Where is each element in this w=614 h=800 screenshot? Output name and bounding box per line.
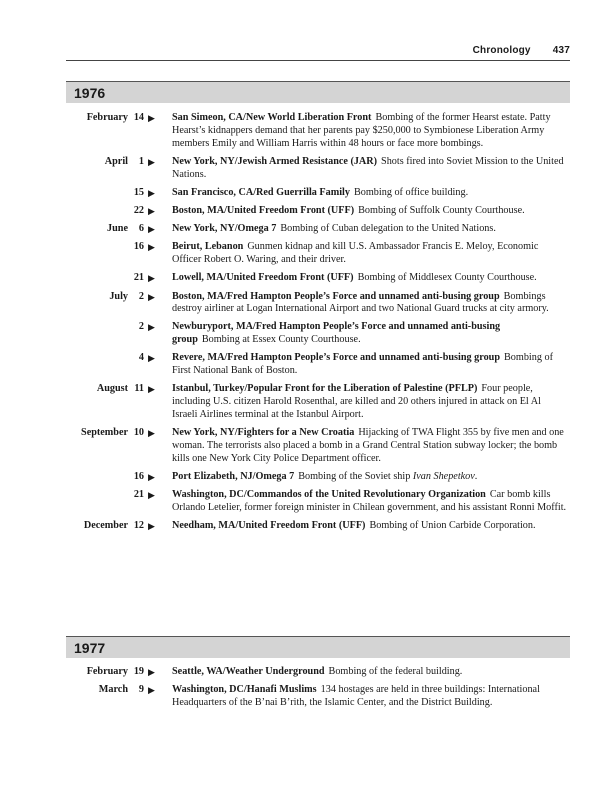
entry-description: Bombing of Cuban delegation to the United Nations.	[280, 223, 496, 235]
entry-day: 14	[133, 112, 144, 123]
entry-location: Needham, MA/United Freedom Front (UFF)	[172, 520, 366, 532]
entry-description: Shots fired into Soviet Mission to the United Nations.	[172, 155, 564, 180]
entry-location: New York, NY/Fighters for a New Croatia	[172, 427, 355, 439]
entry-body	[172, 187, 568, 200]
entry-month: July	[109, 290, 128, 302]
entry-day: 16	[133, 471, 144, 483]
entry-day: 9	[138, 684, 144, 696]
arrow-right-icon: ▶	[148, 685, 155, 696]
entry-date	[105, 156, 144, 169]
arrow-right-icon: ▶	[148, 667, 155, 677]
entry-day: 4	[138, 352, 144, 364]
running-header	[473, 45, 570, 56]
chronology-entry	[0, 223, 614, 236]
entry-body	[172, 241, 568, 267]
chronology-entry	[0, 156, 614, 182]
chronology-entry	[0, 471, 614, 484]
chronology-entry	[0, 520, 614, 533]
arrow-right-icon: ▶	[148, 490, 155, 501]
entry-description: Gunmen kidnap and kill U.S. Ambassador Francis E. Meloy, Economic Officer Robert O. Waring, and their driver.	[172, 241, 539, 266]
entry-location: New York, NY/Omega 7	[172, 223, 277, 235]
entry-date	[99, 684, 144, 697]
arrow-right-icon: ▶	[148, 273, 155, 284]
entry-description: Bombing of First National Bank of Boston.	[172, 352, 553, 377]
entry-description: Bombing of Union Carbide Corporation.	[369, 520, 536, 532]
arrow-right-icon: ▶	[148, 113, 155, 123]
entry-month: February	[86, 112, 128, 123]
entry-date	[109, 291, 144, 304]
entry-description: Bombing of the federal building.	[328, 666, 463, 677]
year-heading-1977: 1977	[66, 636, 570, 658]
entry-body	[172, 427, 568, 465]
entry-body	[172, 321, 568, 347]
entry-date	[128, 489, 144, 502]
entry-date	[87, 112, 144, 125]
arrow-right-icon: ▶	[148, 472, 155, 483]
entry-location: Port Elizabeth, NJ/Omega 7	[172, 471, 295, 483]
entry-date	[128, 321, 144, 334]
entry-body	[172, 352, 568, 378]
entry-month: August	[96, 383, 128, 395]
chronology-entry	[0, 684, 614, 710]
entry-date	[128, 272, 144, 285]
chronology-entry	[0, 383, 614, 421]
entry-day: 21	[133, 489, 144, 501]
entry-body	[172, 112, 568, 150]
entry-location: Newburyport, MA/Fred Hampton People’s Force and unnamed anti-busing group	[172, 321, 501, 346]
entry-day: 6	[138, 223, 144, 235]
arrow-right-icon: ▶	[148, 384, 155, 395]
arrow-right-icon: ▶	[148, 521, 155, 532]
arrow-right-icon: ▶	[148, 242, 155, 253]
arrow-right-icon: ▶	[148, 205, 155, 216]
entry-day: 19	[133, 666, 144, 677]
entry-day: 11	[134, 383, 144, 395]
chronology-list-1976	[0, 112, 614, 538]
entry-description: Bombing at Essex County Courthouse.	[201, 334, 361, 346]
entry-location: San Simeon, CA/New World Liberation Front	[172, 112, 372, 123]
entry-date	[87, 666, 144, 679]
entry-location: Istanbul, Turkey/Popular Front for the Liberation of Palestine (PFLP)	[172, 383, 478, 395]
entry-location: Seattle, WA/Weather Underground	[172, 666, 325, 677]
arrow-right-icon: ▶	[148, 428, 155, 439]
entry-description: Bombing of the Soviet ship	[298, 471, 411, 483]
chronology-entry	[0, 352, 614, 378]
header-rule	[66, 60, 570, 61]
entry-description: Hijacking of TWA Flight 355 by five men and one woman. The terrorists also placed a bomb in a Grand Central Station subway locker; the bomb kills one New York City Police Department officer.	[172, 427, 564, 464]
entry-body	[172, 471, 568, 484]
entry-date	[128, 187, 144, 200]
entry-location: Beirut, Lebanon	[172, 241, 244, 253]
chronology-entry	[0, 272, 614, 285]
entry-date	[128, 205, 144, 218]
chronology-list-1977	[0, 666, 614, 715]
entry-location: Revere, MA/Fred Hampton People’s Force and unnamed anti-busing group	[172, 352, 500, 364]
arrow-right-icon: ▶	[148, 187, 155, 198]
chronology-entry	[0, 666, 614, 679]
entry-date	[107, 223, 144, 236]
entry-description: Bombing of Middlesex County Courthouse.	[357, 272, 537, 284]
entry-day: 21	[133, 272, 144, 284]
chronology-entry	[0, 241, 614, 267]
entry-body	[172, 684, 568, 710]
entry-month: December	[83, 520, 128, 532]
chronology-entry	[0, 291, 614, 317]
entry-description: Bombing of Suffolk County Courthouse.	[358, 204, 525, 216]
entry-location: Boston, MA/Fred Hampton People’s Force and unnamed anti-busing group	[172, 290, 500, 302]
chronology-entry	[0, 187, 614, 200]
entry-location: Washington, DC/Hanafi Muslims	[172, 684, 317, 696]
page-number: 437	[552, 45, 570, 56]
entry-description: 134 hostages are held in three buildings: International Headquarters of the B’nai B’rith, the Islamic Center, and the District Building.	[172, 684, 540, 708]
entry-date	[128, 471, 144, 484]
entry-month: March	[98, 684, 128, 696]
entry-day: 16	[133, 241, 144, 253]
entry-day: 2	[138, 321, 144, 333]
entry-body	[172, 383, 568, 421]
entry-body	[172, 489, 568, 515]
entry-month: April	[104, 155, 128, 167]
arrow-right-icon: ▶	[148, 224, 155, 235]
arrow-right-icon: ▶	[148, 291, 155, 302]
arrow-right-icon: ▶	[148, 353, 155, 364]
entry-description: Bombings destroy airliner at Logan International Airport and two National Guard trucks at city armory.	[172, 290, 549, 315]
entry-body	[172, 156, 568, 182]
entry-location: San Francisco, CA/Red Guerrilla Family	[172, 186, 350, 198]
arrow-right-icon: ▶	[148, 156, 155, 167]
entry-location: Washington, DC/Commandos of the United Revolutionary Organization	[172, 489, 486, 501]
entry-date	[81, 427, 144, 440]
entry-description: Car bomb kills Orlando Letelier, former foreign minister in Chilean government, and his assistant Ronni Moffit.	[172, 489, 567, 513]
section-title: Chronology	[472, 45, 531, 56]
entry-description: Four people, including U.S. citizen Harold Rosenthal, are killed and 20 others injured in attack on El Al Israeli Airlines terminal at the Istanbul Airport.	[172, 383, 541, 421]
entry-body	[172, 205, 568, 218]
entry-date	[128, 352, 144, 365]
entry-day: 2	[138, 290, 144, 302]
entry-day: 1	[138, 155, 144, 167]
entry-day: 22	[133, 204, 144, 216]
entry-date	[128, 241, 144, 254]
entry-body	[172, 520, 568, 533]
entry-day: 10	[133, 427, 144, 439]
entry-body	[172, 223, 568, 236]
chronology-entry	[0, 489, 614, 515]
entry-location: New York, NY/Jewish Armed Resistance (JAR)	[172, 155, 378, 167]
entry-month: February	[86, 666, 128, 677]
chronology-entry	[0, 112, 614, 150]
entry-month: June	[107, 223, 128, 235]
entry-description: Bombing of office building.	[353, 186, 469, 198]
chronology-entry	[0, 427, 614, 465]
entry-date	[84, 520, 144, 533]
arrow-right-icon: ▶	[148, 322, 155, 333]
entry-month: September	[81, 427, 128, 439]
ship-name: Ivan Shepetkov	[412, 471, 475, 483]
entry-date	[97, 383, 144, 396]
entry-location: Boston, MA/United Freedom Front (UFF)	[172, 204, 355, 216]
entry-punctuation: .	[474, 471, 478, 483]
entry-description: Bombing of the former Hearst estate. Patty Hearst’s kidnappers demand that her parents pay $250,000 to Symbionese Liberation Army members Emily and William Harris within 48 hours or face more bombings.	[172, 112, 551, 149]
entry-body	[172, 291, 568, 317]
entry-body	[172, 666, 568, 679]
entry-body	[172, 272, 568, 285]
entry-day: 15	[133, 186, 144, 198]
chronology-entry	[0, 321, 614, 347]
entry-location: Lowell, MA/United Freedom Front (UFF)	[172, 272, 354, 284]
year-heading-1976: 1976	[66, 81, 570, 103]
chronology-entry	[0, 205, 614, 218]
entry-day: 12	[133, 520, 144, 532]
